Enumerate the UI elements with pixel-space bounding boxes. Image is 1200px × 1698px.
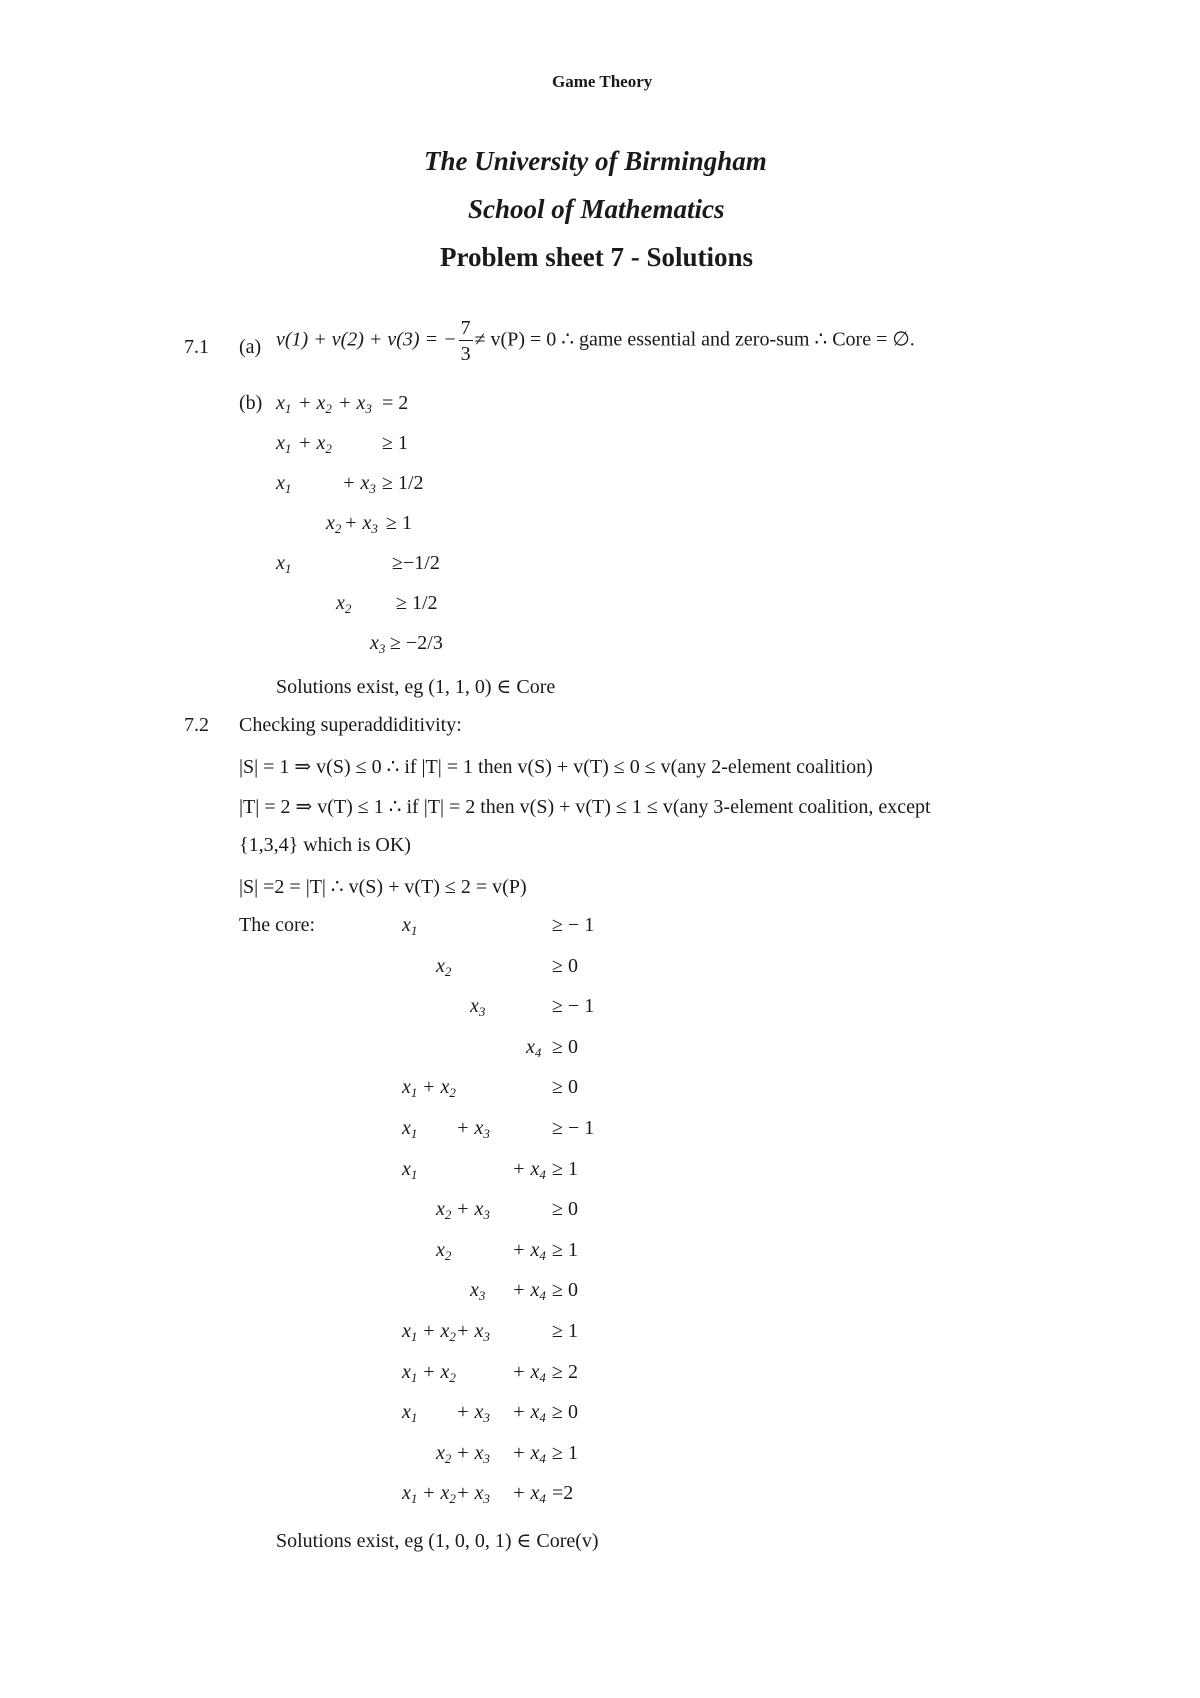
core-variable: + $x_3$ [456,1441,490,1466]
core-variable: + $x_3$ [456,1401,490,1426]
sheet-title: Problem sheet 7 - Solutions [440,242,754,272]
part-a-lhs: v(1) + v(2) + v(3) = − [276,328,457,351]
core-variable: $x_2$ [436,954,452,979]
question-number-7-2: 7.2 [184,714,209,736]
core-variable: $x_1$ [402,1482,418,1507]
core-variable: + $x_3$ [456,1117,490,1141]
core-relation: ≥ − 1 [552,1117,595,1139]
core-variable: + $x_2$ [422,1482,456,1507]
core-variable: + $x_4$ [512,1441,546,1466]
university-title: The University of Birmingham [424,146,767,176]
superadditivity-intro: Checking superaddiditivity: [239,714,462,736]
part-b-conclusion: Solutions exist, eg (1, 1, 0) ∈ Core [276,676,556,698]
core-variable: $x_1$ [402,1157,418,1182]
core-variable: $x_3$ [470,995,486,1020]
question-number-7-1: 7.1 [184,336,209,358]
core-relation: ≥ − 1 [552,995,595,1018]
superadditivity-line-4: |S| =2 = |T| ∴ v(S) + v(T) ≤ 2 = v(P) [239,876,527,898]
core-relation: ≥ 0 [552,954,578,977]
core-relation: ≥ 0 [552,1035,578,1058]
core-relation: ≥ 0 [552,1198,578,1221]
superadditivity-line-1: |S| = 1 ⇒ v(S) ≤ 0 ∴ if |T| = 1 then v(S) + v(T) ≤ 0 ≤ v(any 2-element coalition) [239,756,873,778]
core-variable: + $x_3$ [456,1198,490,1223]
core-relation: ≥ 2 [552,1360,578,1383]
core-relation: ≥ 0 [552,1401,578,1424]
core-relation: ≥ 0 [552,1076,578,1099]
core-variable: + $x_2$ [422,1360,456,1385]
core-variable: $x_2$ [436,1441,452,1466]
core-variable: $x_2$ [436,1198,452,1223]
core-variable: $x_2$ [436,1238,452,1263]
core-variable: + $x_4$ [512,1279,546,1304]
core-variable: $x_1$ [402,1076,418,1101]
part-a-equation [276,318,915,364]
part-a-rhs: ≠ v(P) = 0 ∴ game essential and zero-sum ∴ Core = ∅. [474,328,915,351]
core-relation: ≥ 0 [552,1279,578,1302]
core-relation: ≥ 1 [552,1441,578,1464]
core-variable: $x_1$ [402,1117,418,1141]
core-conclusion: Solutions exist, eg (1, 0, 0, 1) ∈ Core(v) [276,1530,599,1552]
core-variable: $x_4$ [526,1035,542,1060]
core-relation: ≥ 1 [552,1157,578,1180]
core-variable: + $x_4$ [512,1157,546,1182]
core-variable: + $x_3$ [456,1320,490,1344]
part-b-label: (b) [239,392,263,414]
superadditivity-line-3: {1,3,4} which is OK) [239,834,411,856]
core-variable: + $x_4$ [512,1482,546,1507]
core-variable: $x_1$ [402,1360,418,1385]
core-variable: + $x_2$ [422,1076,456,1101]
core-variable: + $x_4$ [512,1360,546,1385]
core-variable: $x_1$ [402,1401,418,1426]
running-header: Game Theory [552,72,653,91]
school-title: School of Mathematics [468,194,725,224]
fraction-seven-thirds: $\frac{7}{3}$ [460,317,471,365]
part-a-label: (a) [239,336,262,358]
core-relation: ≥ 1 [552,1320,578,1342]
superadditivity-line-2: |T| = 2 ⇒ v(T) ≤ 1 ∴ if |T| = 2 then v(S) + v(T) ≤ 1 ≤ v(any 3-element coalition, except [239,796,931,818]
core-relation: =2 [552,1482,574,1505]
core-relation: ≥ − 1 [552,914,595,936]
core-variable: + $x_2$ [422,1320,456,1344]
core-relation: ≥ 1 [552,1238,578,1261]
core-variable: $x_1$ [402,1320,418,1344]
core-variable: + $x_4$ [512,1401,546,1426]
core-label: The core: [239,914,316,936]
core-variable: + $x_3$ [456,1482,490,1507]
core-variable: $x_3$ [470,1279,486,1304]
core-variable: + $x_4$ [512,1238,546,1263]
core-variable: $x_1$ [402,914,418,938]
